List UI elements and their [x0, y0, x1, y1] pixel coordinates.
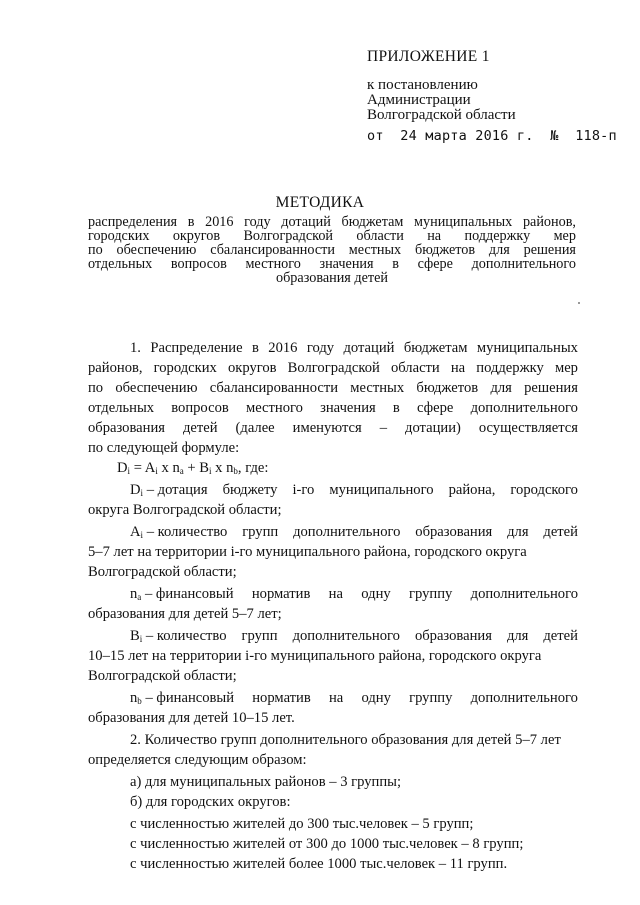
word: на: [450, 360, 466, 376]
word: Волгоградской: [287, 360, 380, 376]
word: году: [306, 340, 335, 356]
word: области: [390, 360, 440, 376]
subtitle-line: [88, 229, 576, 243]
word: местных: [350, 380, 405, 396]
word: в: [251, 340, 259, 356]
scan-speck: [578, 302, 580, 304]
appendix-title: ПРИЛОЖЕНИЕ 1: [367, 48, 490, 65]
word: распределения: [88, 214, 178, 230]
definition-line: 10–15 лет на территории i-го муниципального района, городского округа: [88, 648, 542, 664]
word: поддержку: [464, 228, 531, 244]
subtitle-line: [88, 257, 576, 271]
word: местного: [245, 256, 301, 272]
word: муниципальных: [476, 340, 578, 356]
definition-line: Волгоградской области;: [88, 668, 237, 684]
word: дотаций: [281, 214, 331, 230]
paragraph-line: [88, 420, 578, 437]
appendix-line: к постановлению: [367, 77, 478, 93]
word: области: [356, 228, 404, 244]
word: бюджетам: [341, 214, 404, 230]
word: местного: [245, 400, 303, 416]
subtitle-line: [88, 215, 576, 229]
word: отдельных: [88, 400, 155, 416]
word: дотаций: [343, 340, 395, 356]
definition-line: образования для детей 5–7 лет;: [88, 606, 282, 622]
word: сфере: [417, 400, 454, 416]
word: местных: [348, 242, 402, 258]
word: Волгоградской: [243, 228, 334, 244]
word: районов,: [522, 214, 576, 230]
word: Распределение: [150, 340, 243, 356]
word: городских: [88, 228, 150, 244]
word: бюджетов: [416, 380, 479, 396]
word: образования: [88, 420, 165, 436]
word: значения: [319, 256, 374, 272]
word: значения: [320, 400, 376, 416]
list-item: с численностью жителей до 300 тыс.человек – 5 групп;: [130, 816, 474, 832]
paragraph-line: [88, 360, 578, 377]
paragraph-line: 2. Количество групп дополнительного образования для детей 5–7 лет: [130, 732, 561, 748]
word: именуются: [292, 420, 362, 436]
word: образования детей: [276, 270, 388, 286]
resolution-date-number: от 24 марта 2016 г. № 118-п: [367, 128, 617, 144]
word: мер: [553, 228, 576, 244]
word: (далее: [235, 420, 275, 436]
word: поддержку: [476, 360, 544, 376]
word: обеспечению: [115, 380, 198, 396]
paragraph-line: [130, 340, 578, 357]
word: решения: [523, 242, 576, 258]
word: в: [392, 256, 399, 272]
document-subtitle: [88, 215, 576, 285]
list-item: с численностью жителей от 300 до 1000 тыс.человек – 8 групп;: [130, 836, 524, 852]
word: обеспечению: [116, 242, 197, 258]
word: на: [427, 228, 442, 244]
word: –: [379, 420, 388, 436]
word: сбалансированности: [209, 380, 339, 396]
list-item: б) для городских округов:: [130, 794, 291, 810]
word: осуществляется: [478, 420, 578, 436]
word: в: [187, 214, 195, 230]
definition-line: $D_i$ – дотация бюджету i-го муниципального района, городского: [130, 482, 578, 498]
definition-line: $n_b$ – финансовый норматив на одну группу дополнительного: [130, 690, 578, 706]
word: 1.: [130, 340, 141, 356]
definition-line: $n_a$ – финансовый норматив на одну группу дополнительного: [130, 586, 578, 602]
word: 2016: [268, 340, 298, 356]
word: городских: [153, 360, 217, 376]
word: дополнительного: [471, 256, 576, 272]
subtitle-line: [88, 271, 576, 285]
document-title: МЕТОДИКА: [275, 194, 365, 211]
word: детей: [182, 420, 218, 436]
word: вопросов: [170, 256, 227, 272]
word: для: [490, 380, 512, 396]
word: муниципальных: [414, 214, 513, 230]
word: по: [88, 242, 103, 258]
appendix-reference: [367, 78, 516, 123]
word: мер: [554, 360, 578, 376]
definition-line: округа Волгоградской области;: [88, 502, 282, 518]
list-item: с численностью жителей более 1000 тыс.человек – 11 групп.: [130, 856, 508, 872]
subtitle-line: [88, 243, 576, 257]
word: по: [88, 380, 104, 396]
word: отдельных: [88, 256, 153, 272]
list-item: а) для муниципальных районов – 3 группы;: [130, 774, 402, 790]
appendix-line: Администрации: [367, 92, 471, 108]
paragraph-line: определяется следующим образом:: [88, 752, 307, 768]
formula: $D_i = A_i$ x $n_a + B_i$ x $n_b$, где:: [117, 460, 269, 476]
word: 2016: [205, 214, 234, 230]
word: бюджетам: [403, 340, 468, 356]
word: году: [244, 214, 271, 230]
appendix-line: Волгоградской области: [367, 107, 516, 123]
definition-line: 5–7 лет на территории i-го муниципального района, городского округа: [88, 544, 527, 560]
definition-line: $A_i$ – количество групп дополнительного образования для детей: [130, 524, 578, 540]
definition-line: образования для детей 10–15 лет.: [88, 710, 295, 726]
word: округов: [227, 360, 277, 376]
word: бюджетов: [415, 242, 476, 258]
word: для: [488, 242, 510, 258]
definition-line: Волгоградской области;: [88, 564, 237, 580]
word: в: [392, 400, 400, 416]
word: решения: [524, 380, 578, 396]
paragraph-line: по следующей формуле:: [88, 440, 240, 456]
word: сбалансированности: [210, 242, 335, 258]
paragraph-line: [88, 400, 578, 417]
paragraph-line: [88, 380, 578, 397]
word: вопросов: [171, 400, 229, 416]
word: районов,: [88, 360, 143, 376]
word: округов: [172, 228, 221, 244]
word: сфере: [417, 256, 453, 272]
word: дотации): [405, 420, 461, 436]
word: дополнительного: [470, 400, 578, 416]
definition-line: $B_i$ – количество групп дополнительного образования для детей: [130, 628, 578, 644]
